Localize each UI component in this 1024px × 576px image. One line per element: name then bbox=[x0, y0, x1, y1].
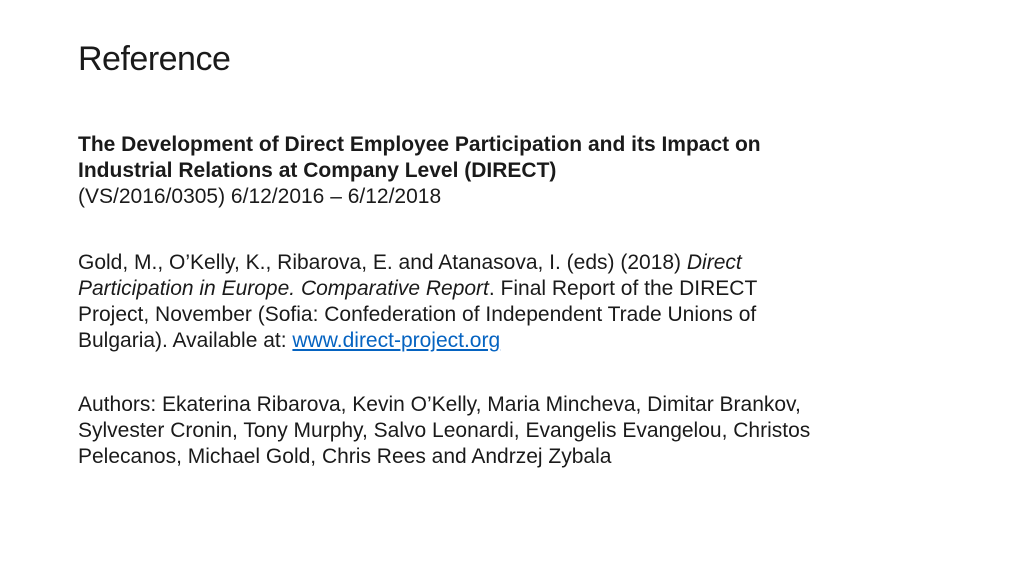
project-block bbox=[78, 132, 958, 210]
citation-line-2 bbox=[78, 276, 958, 302]
slide-body bbox=[78, 132, 958, 510]
citation-report-type: . Final Report of the DIRECT bbox=[488, 277, 758, 300]
authors-line-1: Authors: Ekaterina Ribarova, Kevin O’Kelly, Maria Mincheva, Dimitar Brankov, bbox=[78, 393, 801, 416]
project-title-line-2: Industrial Relations at Company Level (DIRECT) bbox=[78, 159, 557, 182]
slide-title: Reference bbox=[78, 40, 231, 78]
project-website-link[interactable]: www.direct-project.org bbox=[292, 329, 501, 352]
citation-available-at: Bulgaria). Available at: bbox=[78, 329, 293, 352]
citation-line-3: Project, November (Sofia: Confederation of Independent Trade Unions of bbox=[78, 303, 757, 326]
citation-line-1 bbox=[78, 250, 958, 276]
citation-title-part-1: Direct bbox=[686, 251, 742, 274]
citation-line-4 bbox=[78, 328, 958, 354]
authors-line-2: Sylvester Cronin, Tony Murphy, Salvo Leonardi, Evangelis Evangelou, Christos bbox=[78, 419, 811, 442]
citation-title-part-2: Participation in Europe. Comparative Report bbox=[78, 277, 489, 300]
citation-authors-year: Gold, M., O’Kelly, K., Ribarova, E. and Atanasova, I. (eds) (2018) bbox=[78, 251, 687, 274]
authors-line-3: Pelecanos, Michael Gold, Chris Rees and Andrzej Zybala bbox=[78, 445, 612, 468]
project-code-dates: (VS/2016/0305) 6/12/2016 – 6/12/2018 bbox=[78, 185, 442, 208]
project-title-line-1: The Development of Direct Employee Participation and its Impact on bbox=[78, 133, 761, 156]
citation-block bbox=[78, 250, 958, 354]
authors-block bbox=[78, 392, 958, 470]
